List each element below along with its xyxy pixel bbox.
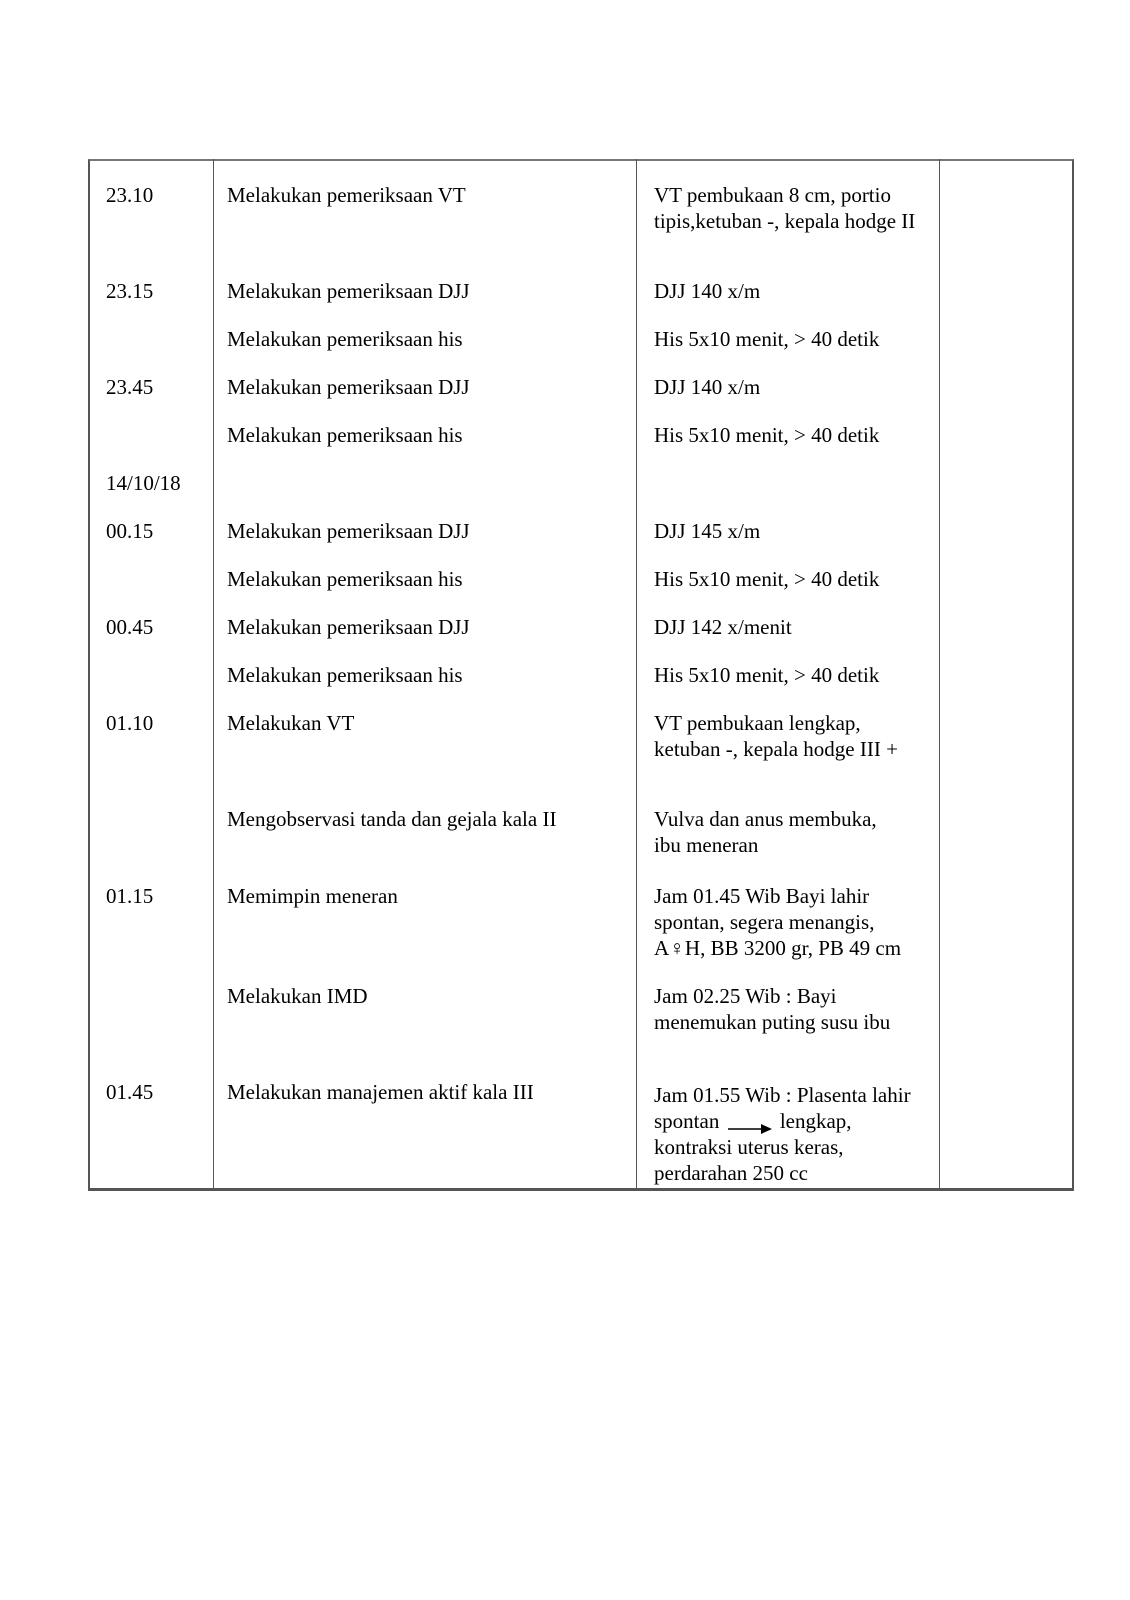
action-cell: Melakukan pemeriksaan DJJ — [227, 519, 470, 543]
time-cell: 00.45 — [106, 615, 154, 639]
result-cell: His 5x10 menit, > 40 detik — [654, 327, 880, 351]
result-cell: His 5x10 menit, > 40 detik — [654, 423, 880, 447]
time-cell: 23.45 — [106, 375, 154, 399]
action-cell: Melakukan pemeriksaan his — [227, 567, 463, 591]
action-cell: Melakukan pemeriksaan his — [227, 327, 463, 351]
action-cell: Melakukan pemeriksaan his — [227, 423, 463, 447]
result-arrow-line — [654, 1108, 852, 1134]
action-cell: Melakukan manajemen aktif kala III — [227, 1080, 534, 1104]
result-cell: His 5x10 menit, > 40 detik — [654, 663, 880, 687]
time-cell: 01.15 — [106, 884, 154, 908]
result-cell: Vulva dan anus membuka, — [654, 807, 877, 831]
result-cell: DJJ 140 x/m — [654, 375, 761, 399]
time-cell: 01.10 — [106, 711, 154, 735]
action-cell: Melakukan pemeriksaan his — [227, 663, 463, 687]
result-cell: DJJ 140 x/m — [654, 279, 761, 303]
result-cell: menemukan puting susu ibu — [654, 1010, 891, 1034]
time-cell: 23.15 — [106, 279, 154, 303]
result-cell: DJJ 145 x/m — [654, 519, 761, 543]
result-cell: tipis,ketuban -, kepala hodge II — [654, 209, 916, 233]
time-cell: 01.45 — [106, 1080, 154, 1104]
result-cell: His 5x10 menit, > 40 detik — [654, 567, 880, 591]
action-cell: Melakukan VT — [227, 711, 355, 735]
right-arrow-icon — [727, 1116, 773, 1130]
result-cell: ketuban -, kepala hodge III + — [654, 737, 898, 761]
result-cell: VT pembukaan lengkap, — [654, 711, 861, 735]
action-cell: Mengobservasi tanda dan gejala kala II — [227, 807, 557, 831]
action-cell: Melakukan IMD — [227, 984, 368, 1008]
result-cell: Jam 01.45 Wib Bayi lahir — [654, 884, 870, 908]
action-cell: Melakukan pemeriksaan VT — [227, 183, 466, 207]
action-cell: Memimpin meneran — [227, 884, 398, 908]
column-divider-1 — [213, 159, 214, 1191]
result-cell: DJJ 142 x/menit — [654, 615, 792, 639]
date-cell: 14/10/18 — [106, 471, 181, 495]
time-cell: 00.15 — [106, 519, 154, 543]
column-divider-3 — [939, 159, 940, 1191]
result-text: lengkap, — [779, 1109, 852, 1133]
time-cell: 23.10 — [106, 183, 154, 207]
result-cell: Jam 02.25 Wib : Bayi — [654, 984, 837, 1008]
result-cell: A♀H, BB 3200 gr, PB 49 cm — [654, 936, 902, 960]
result-cell: perdarahan 250 cc — [654, 1161, 808, 1185]
result-text: spontan — [654, 1109, 720, 1133]
column-divider-2 — [636, 159, 637, 1191]
action-cell: Melakukan pemeriksaan DJJ — [227, 615, 470, 639]
result-cell: ibu meneran — [654, 833, 759, 857]
result-cell: Jam 01.55 Wib : Plasenta lahir — [654, 1083, 911, 1107]
result-cell: VT pembukaan 8 cm, portio — [654, 183, 891, 207]
action-cell: Melakukan pemeriksaan DJJ — [227, 279, 470, 303]
result-cell: kontraksi uterus keras, — [654, 1135, 844, 1159]
action-cell: Melakukan pemeriksaan DJJ — [227, 375, 470, 399]
result-cell: spontan, segera menangis, — [654, 910, 875, 934]
